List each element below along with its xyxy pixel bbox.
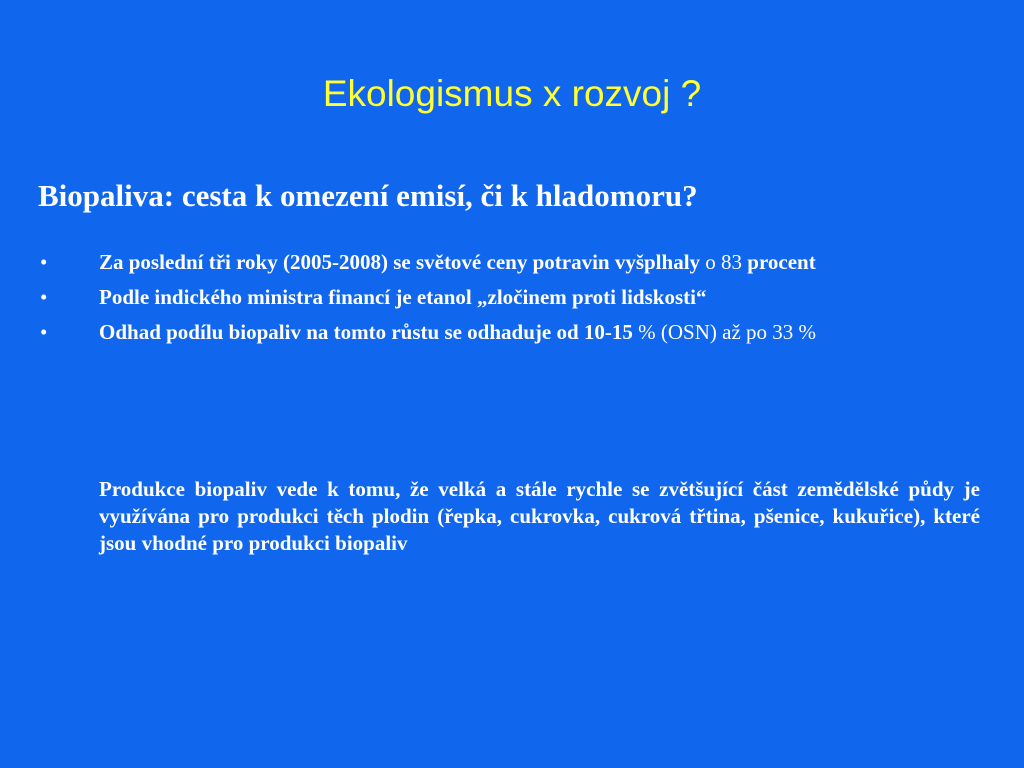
bullet-text: Podle indického ministra financí je etanol „zločinem proti lidskosti“ (99, 285, 707, 309)
body-paragraph: Produkce biopaliv vede k tomu, že velká a stále rychle se zvětšující část zemědělské půdy je využívána pro produkci těch plodin (řepka, cukrovka, cukrová třtina, pšenice, kukuřice), které jsou vhodné pro produkci biopaliv (99, 477, 980, 555)
slide-title: Ekologismus x rozvoj ? (322, 73, 702, 114)
bullet-marker: • (40, 285, 48, 309)
slide-subtitle: Biopaliva: cesta k omezení emisí, či k hladomoru? (38, 178, 698, 213)
bullet-item-ethanol-quote (38, 285, 980, 310)
bullet-text-normal: % (OSN) až po 33 % (632, 320, 817, 344)
bullet-text-tail: procent (742, 250, 816, 274)
bullet-list (38, 250, 980, 355)
bullet-item-biofuel-share (38, 320, 980, 345)
bullet-marker: • (40, 320, 48, 344)
bullet-marker: • (40, 250, 48, 274)
bullet-text: Odhad podílu biopaliv na tomto růstu se odhaduje od 10-15 (99, 320, 633, 344)
bullet-item-food-prices (38, 250, 980, 275)
bullet-text: Za poslední tři roky (2005-2008) se světové ceny potravin vyšplhaly (99, 250, 701, 274)
bullet-text-normal: o 83 (700, 250, 743, 274)
